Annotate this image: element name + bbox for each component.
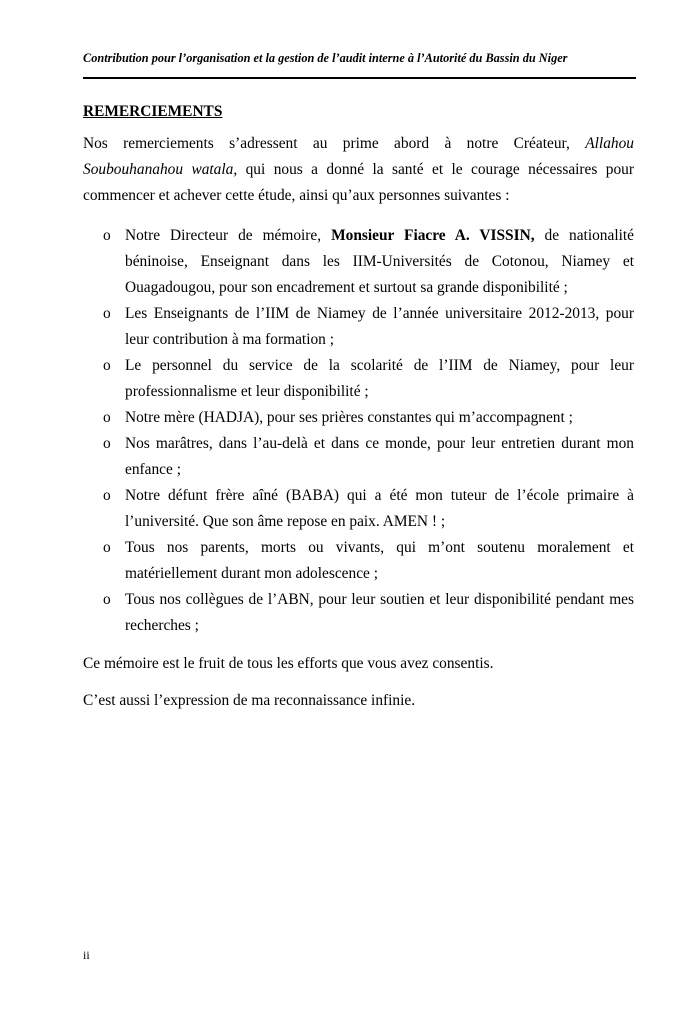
item-bold: Monsieur Fiacre A. VISSIN, (331, 227, 535, 244)
list-item (83, 483, 634, 535)
bullet-icon: o (103, 591, 111, 608)
intro-text-end: qui nous a donné la santé et le courage nécessaires pour commencer et achever cette étude, ainsi qu’aux personnes suivantes : (83, 161, 634, 204)
intro-italic: Allahou Soubouhanahou watala, (83, 135, 634, 178)
page-number: ii (83, 948, 90, 962)
bullet-icon: o (103, 539, 111, 556)
bullet-icon: o (103, 409, 111, 426)
list-item (83, 587, 634, 639)
header-rule (83, 77, 636, 79)
intro-text: Nos remerciements s’adressent au prime abord à notre Créateur, (83, 135, 586, 152)
closing-paragraph-1: Ce mémoire est le fruit de tous les efforts que vous avez consentis. (83, 655, 494, 672)
item-text: Les Enseignants de l’IIM de Niamey de l’année universitaire 2012-2013, pour leur contribution à ma formation ; (125, 305, 634, 348)
item-text: Tous nos collègues de l’ABN, pour leur soutien et leur disponibilité pendant mes recherches ; (125, 591, 634, 634)
intro-paragraph (83, 131, 634, 209)
page-content (83, 99, 634, 714)
item-text: Le personnel du service de la scolarité de l’IIM de Niamey, pour leur professionnalisme et leur disponibilité ; (125, 357, 634, 400)
list-item (83, 353, 634, 405)
closing-paragraph-2: C’est aussi l’expression de ma reconnaissance infinie. (83, 692, 416, 709)
item-text-end: de nationalité béninoise, Enseignant dans les IIM-Universités de Cotonou, Niamey et Ouagadougou, pour son encadrement et surtout sa grande disponibilité ; (125, 227, 634, 296)
bullet-icon: o (103, 305, 111, 322)
item-text: Tous nos parents, morts ou vivants, qui m’ont soutenu moralement et matériellement durant mon adolescence ; (125, 539, 634, 582)
item-text: Notre mère (HADJA), pour ses prières constantes qui m’accompagnent ; (125, 409, 573, 426)
list-item (83, 431, 634, 483)
bullet-icon: o (103, 487, 111, 504)
acknowledgement-list (83, 223, 634, 639)
item-text: Nos marâtres, dans l’au-delà et dans ce monde, pour leur entretien durant mon enfance ; (125, 435, 634, 478)
list-item (83, 405, 634, 431)
item-text: Notre Directeur de mémoire, (125, 227, 332, 244)
list-item (83, 223, 634, 301)
bullet-icon: o (103, 227, 111, 244)
running-header: Contribution pour l’organisation et la gestion de l’audit interne à l’Autorité du Bassin du Niger (83, 51, 568, 65)
bullet-icon: o (103, 357, 111, 374)
list-item (83, 301, 634, 353)
item-text: Notre défunt frère aîné (BABA) qui a été mon tuteur de l’école primaire à l’université. Que son âme repose en paix. AMEN ! ; (125, 487, 634, 530)
section-title: REMERCIEMENTS (83, 103, 223, 120)
bullet-icon: o (103, 435, 111, 452)
list-item (83, 535, 634, 587)
